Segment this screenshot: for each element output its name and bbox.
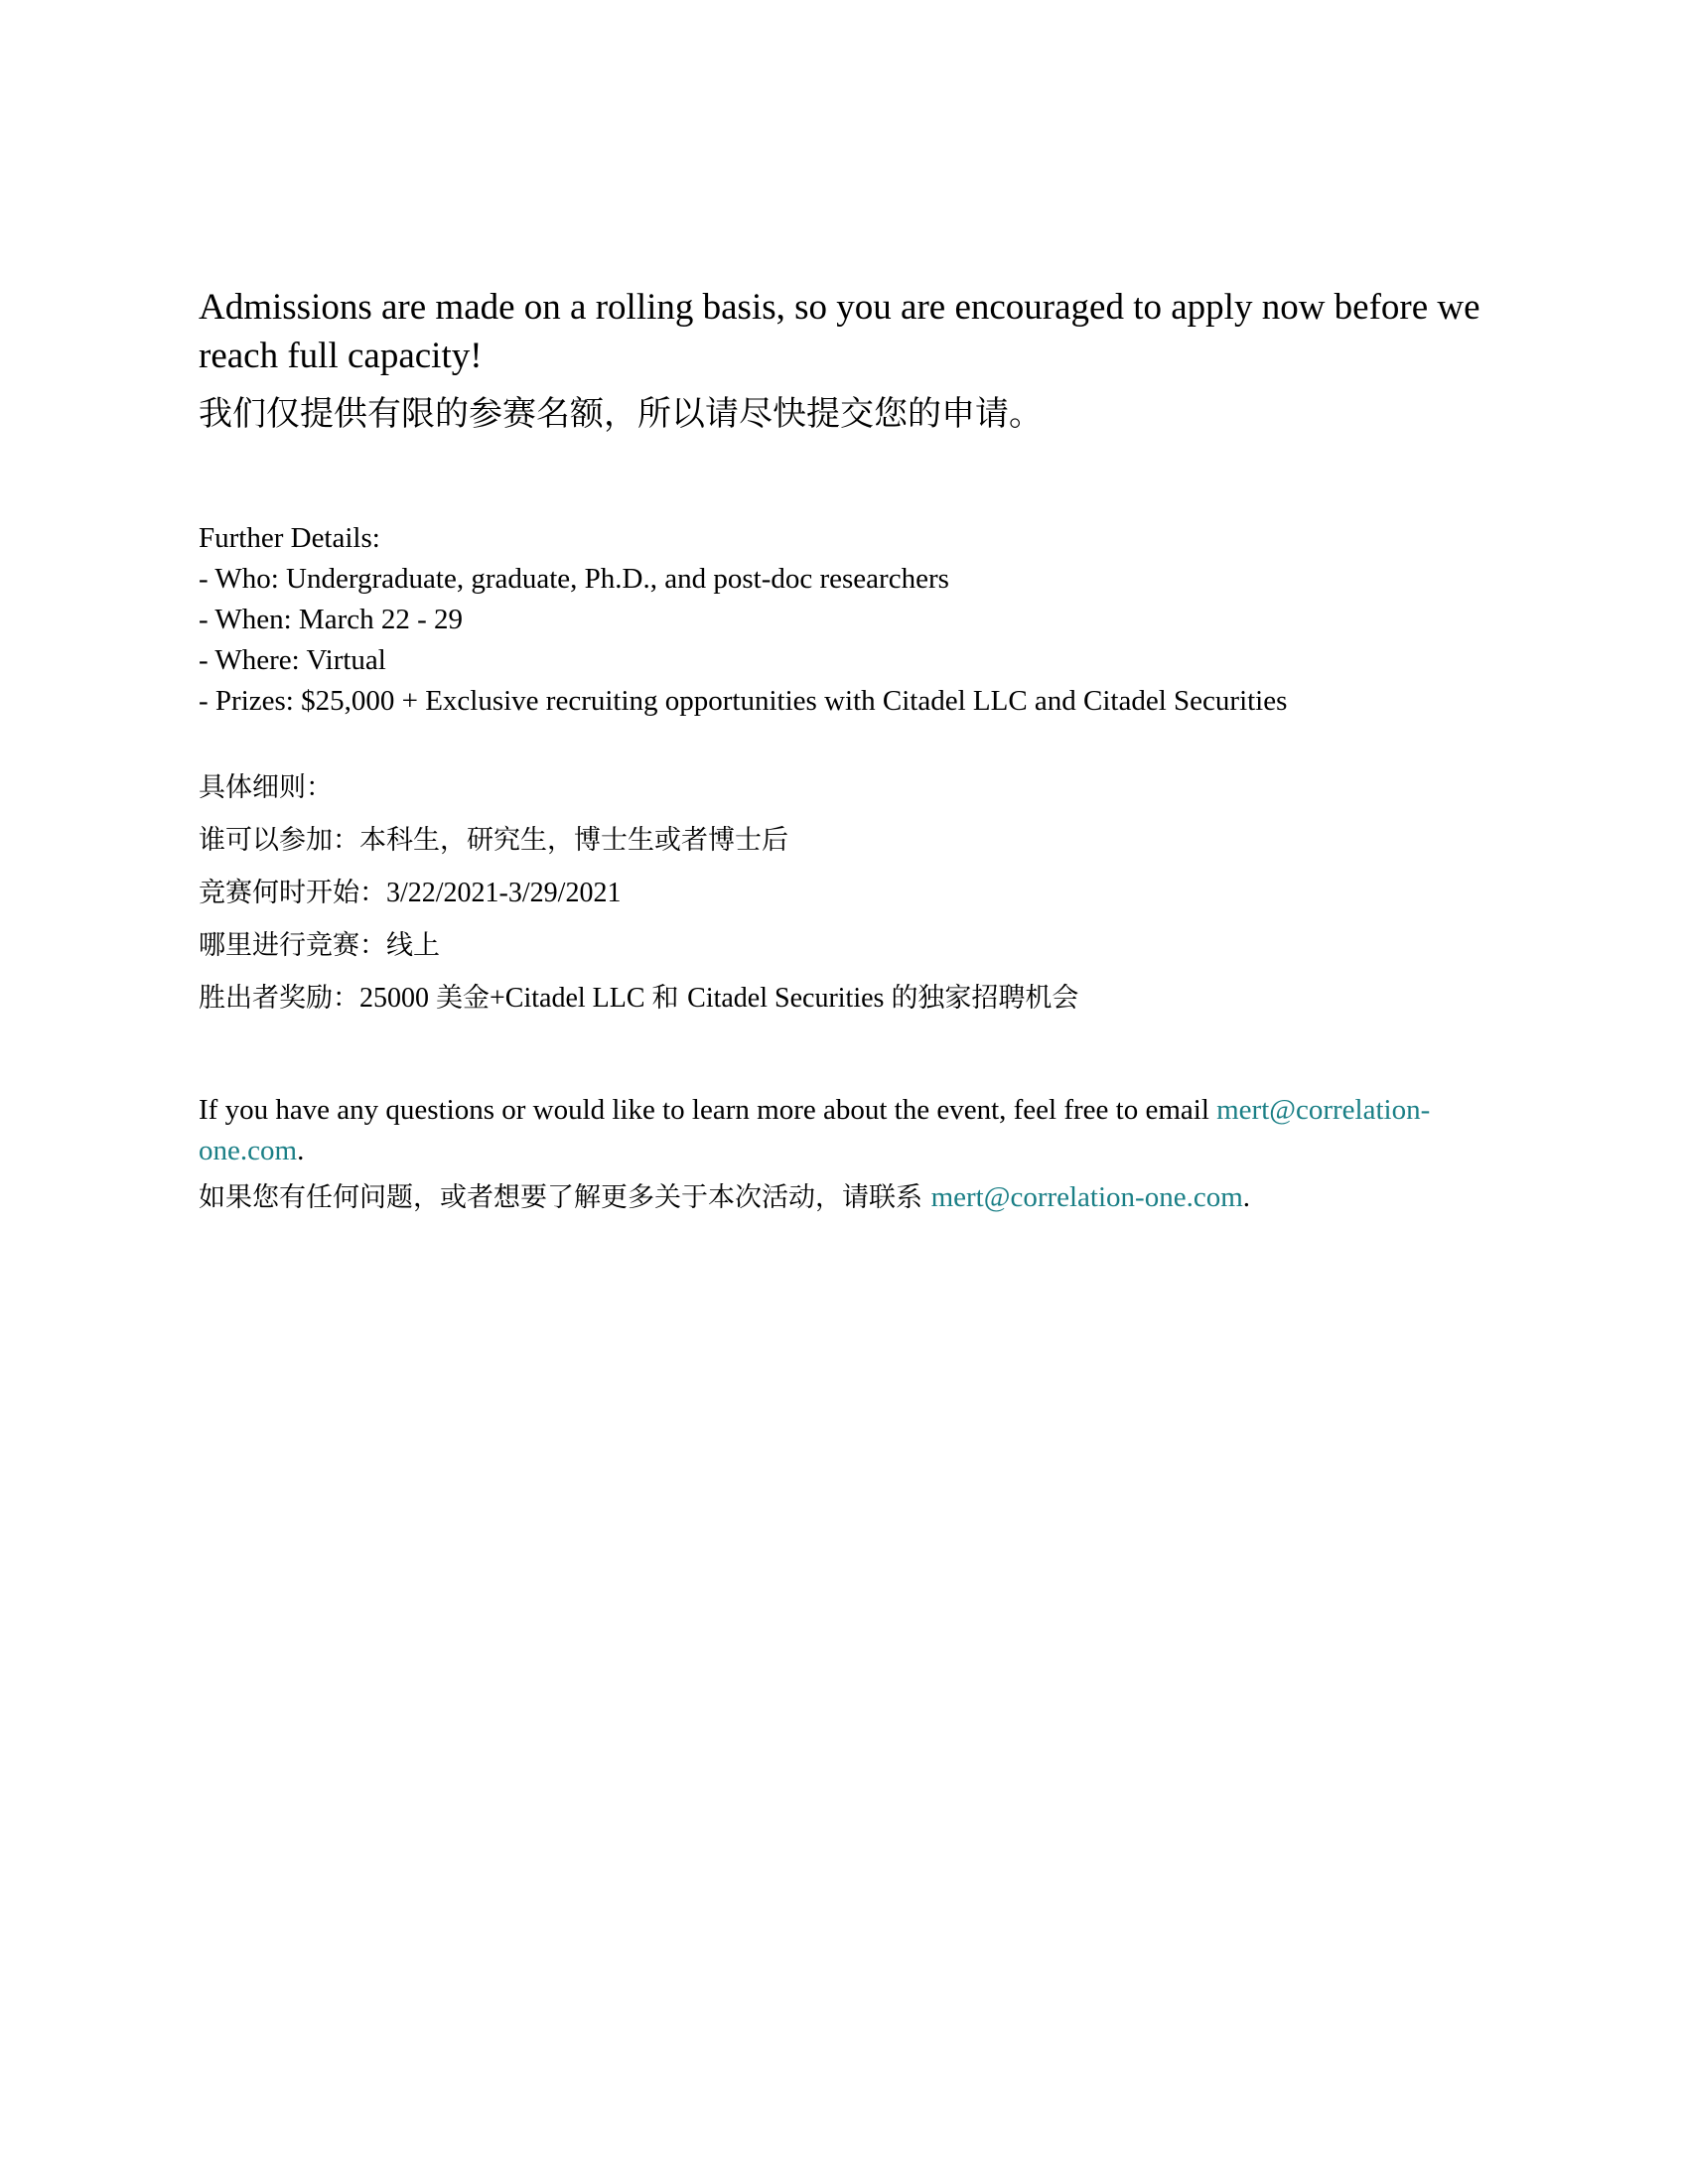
details-where: - Where: Virtual [199,644,386,676]
details-zh-who-value: 本科生，研究生，博士生或者博士后 [359,825,788,856]
details-zh-prize-firm2: Citadel Securities [687,983,892,1014]
details-when: - When: March 22 - 29 [199,604,464,635]
details-zh-where-value: 线上 [386,930,440,961]
details-who: - Who: Undergraduate, graduate, Ph.D., and post-doc researchers [199,563,949,595]
details-zh-prize-currency: 美金 [436,983,490,1014]
further-details-chinese [199,761,1489,1024]
details-zh-who [199,814,1489,867]
contact-email-link[interactable]: mert@correlation-one.com [199,1094,1431,1166]
details-zh-where-label: 哪里进行竞赛： [199,930,386,961]
contact-chinese [199,1177,1489,1218]
contact-english [199,1090,1489,1171]
details-zh-prize-firms: +Citadel LLC [490,983,652,1014]
details-zh-heading [199,761,1489,814]
contact-english-period: . [297,1135,305,1166]
details-zh-prize-label: 胜出者奖励： [199,983,359,1014]
contact-email-link-zh[interactable]: mert@correlation-one.com [930,1181,1243,1213]
details-prizes: - Prizes: $25,000 + Exclusive recruiting opportunities with Citadel LLC and Citadel Securities [199,685,1288,717]
details-zh-prize-rest: 的独家招聘机会 [891,983,1079,1014]
further-details-english [199,518,1489,722]
contact-chinese-text: 如果您有任何问题，或者想要了解更多关于本次活动，请联系 [199,1182,931,1213]
details-heading: Further Details: [199,522,380,554]
details-zh-when-value: 3/22/2021-3/29/2021 [386,878,622,908]
contact-chinese-period: . [1242,1181,1251,1213]
details-zh-heading-text: 具体细则： [199,772,333,803]
details-zh-prize [199,972,1489,1024]
intro-english: Admissions are made on a rolling basis, so you are encouraged to apply now before we reach full capacity! [199,287,1480,376]
intro-chinese: 我们仅提供有限的参赛名额，所以请尽快提交您的申请。 [199,394,1043,434]
details-zh-prize-and: 和 [651,983,688,1014]
details-zh-when-label: 竞赛何时开始： [199,878,386,908]
details-zh-prize-amount: 25000 [359,983,436,1014]
contact-english-text: If you have any questions or would like to learn more about the event, feel free to email [199,1094,1217,1126]
details-zh-who-label: 谁可以参加： [199,825,359,856]
details-zh-where [199,919,1489,972]
details-zh-when [199,867,1489,919]
